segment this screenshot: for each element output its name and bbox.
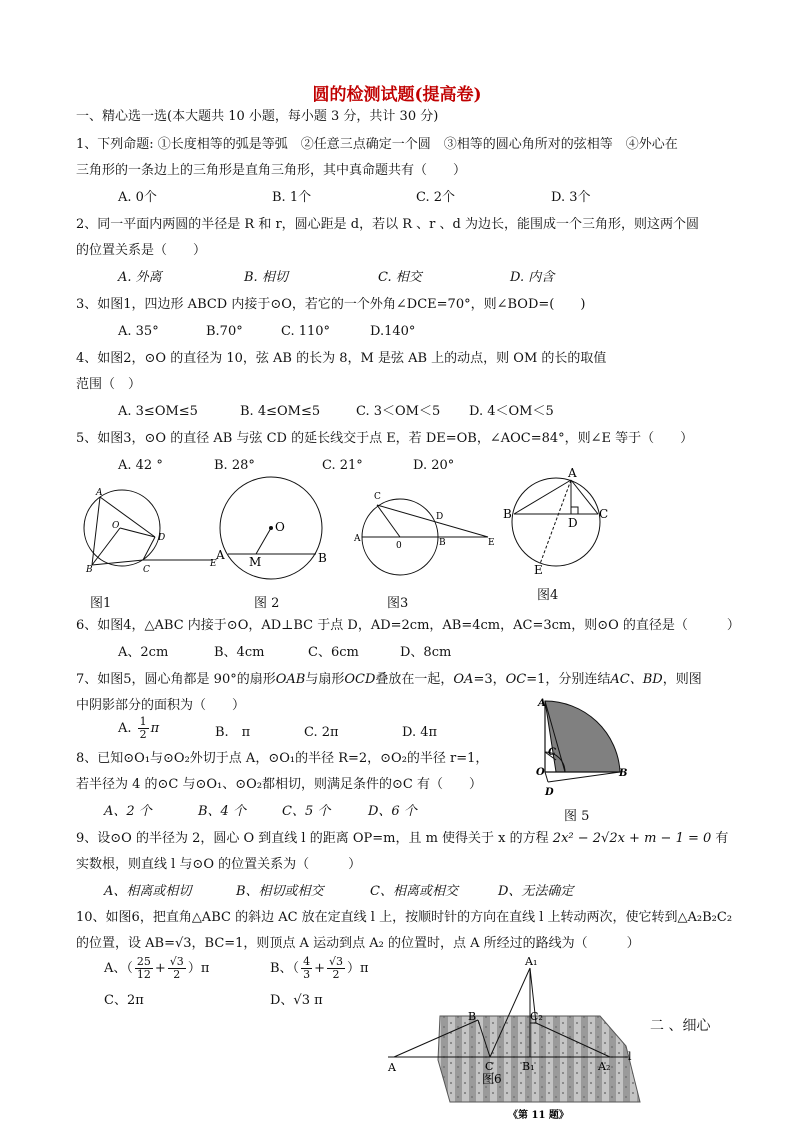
figure-3 xyxy=(362,499,488,575)
q8-option-d: D、6 个 xyxy=(368,804,417,819)
q10-line1: 10、如图6，把直角△ABC 的斜边 AC 放在定直线 l 上，按顺时针的方向在直线 l 上转动两次，使它转到△A₂B₂C₂ xyxy=(76,910,733,925)
q6-option-c: C、6cm xyxy=(308,645,359,660)
q4-option-b: B. 4≤OM≤5 xyxy=(240,404,321,419)
q6-line1: 6、如图4，△ABC 内接于⊙O，AD⊥BC 于点 D，AD=2cm，AB=4cm，AC=3cm，则⊙O 的直径是（ ） xyxy=(76,618,740,633)
q9-text-2: 有 xyxy=(715,831,729,846)
q1-line2: 三角形的一条边上的三角形是直角三角形，其中真命题共有（ ） xyxy=(76,163,467,178)
q1-line1: 1、下列命题: ①长度相等的弧是等弧 ②任意三点确定一个圆 ③相等的圆心角所对的弦相等 ④外心在 xyxy=(76,137,678,152)
q7-option-a-pi: π xyxy=(150,721,160,736)
q10-option-d: D、√3 π xyxy=(270,993,323,1008)
q7-line1 xyxy=(76,671,726,689)
fig2-label-o: O xyxy=(275,520,285,534)
q7-option-a-den: 2 xyxy=(139,728,147,741)
q2-line1: 2、同一平面内两圆的半径是 R 和 r，圆心距是 d，若以 R 、r 、d 为边长，能围成一个三角形，则这两个圆 xyxy=(76,217,699,232)
fig6-roller-texture xyxy=(438,1016,640,1102)
figure-1 xyxy=(84,490,212,566)
fig1-label-a: A xyxy=(96,488,103,498)
q4-line1: 4、如图2，⊙O 的直径为 10，弦 AB 的长为 8，M 是弦 AB 上的动点，则 OM 的长的取值 xyxy=(76,351,607,366)
fig4-label-d: D xyxy=(568,516,578,530)
figure-4 xyxy=(512,478,600,566)
q2-option-b: B. 相切 xyxy=(244,270,288,285)
q10-option-b-frac2 xyxy=(327,956,345,981)
fig6-label-b1: B₁ xyxy=(522,1060,535,1073)
q10-option-b-n2: √3 xyxy=(328,955,343,968)
q8-line2: 若半径为 4 的⊙C 与⊙O₁、⊙O₂都相切，则满足条件的⊙C 有（ ） xyxy=(76,777,483,792)
q10-option-a-frac2 xyxy=(168,956,186,981)
q10-option-b-d2: 2 xyxy=(332,968,340,981)
q10-option-a-open: A、（ xyxy=(104,961,133,976)
fig3-label-e: E xyxy=(488,538,495,548)
fig1-label-b: B xyxy=(86,565,93,575)
q10-option-a-n1: 25 xyxy=(136,955,151,968)
fig6-label-a2: A₂ xyxy=(598,1060,611,1073)
fig3-label-a: A xyxy=(354,534,361,544)
fig3-label-b: B xyxy=(439,538,446,548)
q4-option-a: A. 3≤OM≤5 xyxy=(118,404,198,419)
fig6-label-l: l xyxy=(628,1050,632,1063)
q7-sector-ocd: OCD xyxy=(344,672,376,687)
q3-option-d: D.140° xyxy=(370,324,416,339)
q6-option-b: B、4cm xyxy=(214,645,265,660)
q10-option-a-d2: 2 xyxy=(173,968,181,981)
q7-text-1: 7、如图5，圆心角都是 90°的扇形 xyxy=(76,672,276,687)
fig1-label-o: O xyxy=(112,521,120,531)
q7-oc: OC xyxy=(505,672,527,687)
fig2-label-b: B xyxy=(318,551,327,565)
q10-option-b-close: ）π xyxy=(346,961,369,976)
q6-option-d: D、8cm xyxy=(400,645,452,660)
caption-figure-3: 图3 xyxy=(387,596,409,611)
q7-text-6: ，则图 xyxy=(662,672,702,687)
fig3-label-c: C xyxy=(374,492,381,502)
q9-equation: 2x² − 2√2x + m − 1 = 0 xyxy=(552,831,712,846)
q4-option-d: D. 4＜OM＜5 xyxy=(469,404,554,419)
q8-option-a: A、2 个 xyxy=(104,804,152,819)
q7-line2: 中阴影部分的面积为（ ） xyxy=(76,698,246,713)
fig3-label-o: 0 xyxy=(396,541,402,551)
fig2-label-a: A xyxy=(216,548,225,562)
q10-option-a-plus: + xyxy=(154,961,166,976)
q8-option-b: B、4 个 xyxy=(198,804,246,819)
q5-option-c: C. 21° xyxy=(322,458,363,473)
q10-option-b-d1: 3 xyxy=(303,968,311,981)
q10-line2: 的位置，设 AB=√3，BC=1，则顶点 A 运动到点 A₂ 的位置时，点 A 所经过的路线为（ ） xyxy=(76,936,640,951)
q5-line1: 5、如图3，⊙O 的直径 AB 与弦 CD 的延长线交于点 E，若 DE=OB，∠AOC=84°，则∠E 等于（ ） xyxy=(76,431,694,446)
section2-heading: 二 、细心 xyxy=(650,1018,711,1034)
q10-option-a-frac1 xyxy=(135,956,153,981)
q7-text-2: 与扇形 xyxy=(305,672,345,687)
q10-option-a xyxy=(104,956,209,981)
q9-option-b: B、相切或相交 xyxy=(236,884,324,899)
q7-option-b: B. π xyxy=(215,725,251,740)
q6-option-a: A、2cm xyxy=(118,645,169,660)
q9-text-1: 9、设⊙O 的半径为 2，圆心 O 到直线 l 的距离 OP=m，且 m 使得关于 x 的方程 xyxy=(76,831,549,846)
fig4-label-b: B xyxy=(503,507,512,521)
q10-option-b xyxy=(270,956,369,981)
q7-sector-oab: OAB xyxy=(275,672,306,687)
q3-line1: 3、如图1，四边形 ABCD 内接于⊙O，若它的一个外角∠DCE=70°，则∠BOD=( ) xyxy=(76,297,586,312)
fig4-label-e: E xyxy=(534,563,543,577)
caption-figure-4: 图4 xyxy=(537,588,559,603)
q3-option-a: A. 35° xyxy=(118,324,159,339)
q10-option-b-n1: 4 xyxy=(303,955,311,968)
q10-option-b-frac1 xyxy=(301,956,312,981)
fig2-center-dot xyxy=(269,526,273,530)
fig4-label-a: A xyxy=(568,466,577,480)
fig6-label-a: A xyxy=(388,1061,396,1074)
q7-text-4: =3， xyxy=(473,672,506,687)
caption-figure-6: 图6 xyxy=(482,1072,502,1086)
q7-option-d: D. 4π xyxy=(402,725,438,740)
q5-option-b: B. 28° xyxy=(214,458,255,473)
q9-option-d: D、无法确定 xyxy=(498,884,574,899)
q10-option-a-close: ）π xyxy=(187,961,210,976)
q2-option-a: A. 外离 xyxy=(118,270,162,285)
figures-row xyxy=(0,460,794,610)
q9-option-a: A、相离或相切 xyxy=(104,884,192,899)
fig6-label-c: C xyxy=(485,1060,494,1073)
fig1-label-d: D xyxy=(158,533,166,543)
q11-caption: 《第 11 题》 xyxy=(508,1110,569,1121)
fig5-label-o: O xyxy=(536,767,545,778)
q8-option-c: C、5 个 xyxy=(282,804,331,819)
q7-oa: OA xyxy=(453,672,474,687)
q2-line2: 的位置关系是（ ） xyxy=(76,243,207,258)
q1-option-a: A. 0个 xyxy=(118,190,157,205)
fig5-label-a: A xyxy=(538,698,546,709)
q5-option-d: D. 20° xyxy=(413,458,455,473)
q10-option-a-n2: √3 xyxy=(169,955,184,968)
q1-option-c: C. 2个 xyxy=(416,190,456,205)
q10-option-a-d1: 12 xyxy=(136,968,151,981)
q4-option-c: C. 3＜OM＜5 xyxy=(356,404,441,419)
fig2-label-m: M xyxy=(249,555,262,569)
q7-text-3: 叠放在一起， xyxy=(375,672,454,687)
q8-line1: 8、已知⊙O₁与⊙O₂外切于点 A，⊙O₁的半径 R=2，⊙O₂的半径 r=1， xyxy=(76,751,489,766)
q5-option-a: A. 42 ° xyxy=(118,458,163,473)
fig5-label-c: C xyxy=(548,747,556,758)
q7-option-c: C. 2π xyxy=(304,725,339,740)
q9-line1 xyxy=(76,830,729,848)
q7-option-a-fraction xyxy=(138,716,149,741)
q10-option-b-plus: + xyxy=(314,961,325,976)
q7-option-a-num: 1 xyxy=(139,715,147,728)
fig5-label-d: D xyxy=(545,787,554,798)
q3-option-b: B.70° xyxy=(206,324,243,339)
q3-option-c: C. 110° xyxy=(281,324,331,339)
q10-option-b-open: B、（ xyxy=(270,961,300,976)
fig6-label-c2: C₂ xyxy=(530,1010,543,1023)
q7-option-a xyxy=(118,716,159,741)
q1-option-b: B. 1个 xyxy=(272,190,312,205)
caption-figure-2: 图 2 xyxy=(254,596,280,611)
caption-figure-5: 图 5 xyxy=(564,809,590,824)
fig6-label-b: B xyxy=(468,1010,477,1023)
q4-line2: 范围（ ） xyxy=(76,377,142,392)
figure-6 xyxy=(380,955,670,1123)
page-title: 圆的检测试题(提高卷) xyxy=(312,85,482,105)
fig5-label-b: B xyxy=(619,768,628,779)
fig6-label-a1: A₁ xyxy=(525,955,538,968)
q9-option-c: C、相离或相交 xyxy=(370,884,458,899)
q9-line2: 实数根，则直线 l 与⊙O 的位置关系为（ ） xyxy=(76,857,362,872)
q7-option-a-label: A. xyxy=(118,721,132,736)
q2-option-c: C. 相交 xyxy=(378,270,422,285)
q10-option-c: C、2π xyxy=(104,993,144,1008)
q2-option-d: D. 内含 xyxy=(510,270,555,285)
q1-option-d: D. 3个 xyxy=(551,190,591,205)
fig4-label-c: C xyxy=(599,507,609,521)
q7-text-5: =1，分别连结 xyxy=(526,672,611,687)
q7-ac-bd: AC、BD xyxy=(610,672,663,687)
fig3-label-d: D xyxy=(436,512,444,522)
section1-heading: 一、精心选一选(本大题共 10 小题，每小题 3 分，共计 30 分) xyxy=(76,109,439,124)
fig1-label-e: E xyxy=(210,559,217,569)
caption-figure-1: 图1 xyxy=(90,596,112,611)
fig1-label-c: C xyxy=(143,565,150,575)
